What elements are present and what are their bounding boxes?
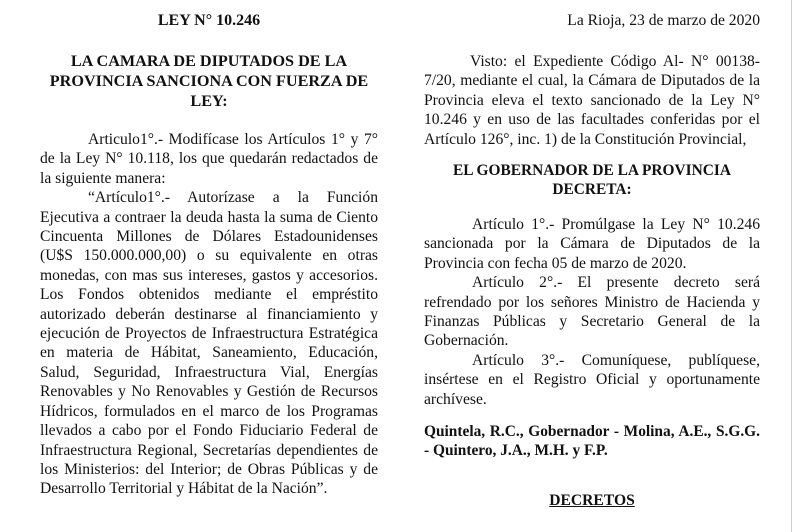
date-line: La Rioja, 23 de marzo de 2020 bbox=[567, 12, 760, 29]
article-1-intro: Articulo1°.- Modifícase los Artículos 1° y 7° de la Ley N° 10.118, los que quedarán redactados de la siguiente manera: bbox=[40, 131, 378, 187]
section-heading-decretos bbox=[424, 492, 760, 510]
law-title: LEY N° 10.246 bbox=[157, 12, 261, 29]
sanciona-heading: LA CAMARA DE DIPUTADOS DE LA PROVINCIA SANCIONA CON FUERZA DE LEY: bbox=[49, 52, 369, 110]
visto-paragraph: Visto: el Expediente Código Al- N° 00138-7/20, mediante el cual, la Cámara de Diputados de la Provincia eleva el texto sancionado de la Ley N° 10.246 y en uso de las facultades conferidas por el Artículo 126°, inc. 1) de la Constitución Provincial, bbox=[424, 53, 760, 148]
signatories: Quintela, R.C., Gobernador - Molina, A.E., S.G.G. - Quintero, J.A., M.H. y F.P. bbox=[424, 423, 760, 460]
decree-articles bbox=[424, 215, 760, 409]
gobernador-heading: EL GOBERNADOR DE LA PROVINCIA DECRETA: bbox=[453, 162, 731, 198]
page-edge-divider bbox=[791, 0, 792, 532]
decree-article-2: Artículo 2°.- El presente decreto será refrendado por los señores Ministro de Hacienda y Finanzas Públicas y Secretario General de la Gobernación. bbox=[424, 274, 760, 350]
article-1-quote: “Artículo1°.- Autorízase a la Función Ejecutiva a contraer la deuda hasta la suma de Ciento Cincuenta Millones de Dólares Estadounidenses (U$S 150.000.000,00) o su equivalente en otras monedas, con mas sus intereses, gastos y accesorios. Los Fondos obtenidos mediante el empréstito autorizado deberán destinarse al financiamiento y ejecución de Proyectos de Infraestructura Estratégica en materia de Hábitat, Saneamiento, Educación, Salud, Seguridad, Infraestructura Vial, Energías Renovables y No Renovables y Gestión de Recursos Hídricos, formulados en el marco de los Programas llevados a cabo por el Fondo Fiduciario Federal de Infraestructura Regional, Secretarías dependientes de los Ministerios: del Interior; de Obras Públicas y de Desarrollo Territorial y Hábitat de la Nación”. bbox=[40, 189, 378, 498]
decree-article-1: Artículo 1°.- Promúlgase la Ley N° 10.246 sancionada por la Cámara de Diputados de la Provincia con fecha 05 de marzo de 2020. bbox=[424, 216, 760, 272]
decree-article-3: Artículo 3°.- Comuníquese, publíquese, insértese en el Registro Oficial y oportunamente archívese. bbox=[424, 351, 760, 408]
decretos-label: DECRETOS bbox=[549, 492, 635, 509]
article-1-block bbox=[40, 130, 378, 499]
